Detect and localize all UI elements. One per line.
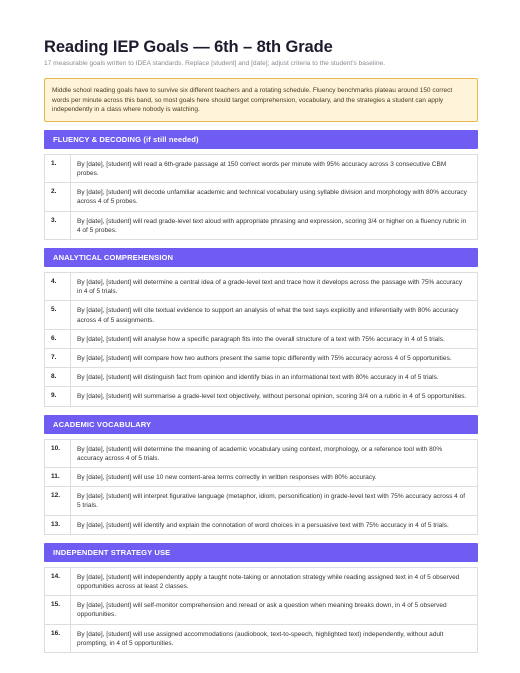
goal-text: By [date], [student] will use 10 new content-area terms correctly in written responses with 80% accuracy. — [77, 474, 377, 482]
goal-row — [44, 212, 478, 240]
page-title: Reading IEP Goals — 6th – 8th Grade — [44, 38, 333, 56]
goal-number: 11. — [45, 468, 71, 486]
goal-number: 10. — [45, 440, 71, 467]
goal-number: 8. — [45, 368, 71, 386]
goal-row — [44, 368, 478, 387]
goal-list — [44, 439, 478, 535]
goal-number: 6. — [45, 330, 71, 348]
section-header: ACADEMIC VOCABULARY — [44, 415, 478, 434]
goal-list — [44, 154, 478, 240]
goal-number: 16. — [45, 625, 71, 652]
goal-number: 7. — [45, 349, 71, 367]
goal-row — [44, 155, 478, 183]
goal-row — [44, 349, 478, 368]
goal-number: 9. — [45, 387, 71, 405]
goal-sections — [44, 130, 478, 653]
goal-text: By [date], [student] will self-monitor comprehension and reread or ask a question when meaning breaks down, in 4 of 5 observed opportunities. — [77, 602, 447, 619]
goal-text: By [date], [student] will summarise a grade-level text objectively, without personal opinion, scoring 3/4 on a rubric in 4 of 5 opportunities. — [77, 393, 467, 401]
goal-number: 12. — [45, 487, 71, 514]
goal-row — [44, 468, 478, 487]
goal-text: By [date], [student] will interpret figurative language (metaphor, idiom, personification) in grade-level text with 75% accuracy across 4 of 5 trials. — [77, 493, 466, 510]
goal-list — [44, 272, 478, 407]
goal-text: By [date], [student] will analyse how a specific paragraph fits into the overall structure of a text with 75% accuracy in 4 of 5 trials. — [77, 335, 445, 343]
goal-text: By [date], [student] will distinguish fact from opinion and identify bias in an informational text with 80% accuracy in 4 of 5 trials. — [77, 374, 439, 382]
goal-number: 13. — [45, 516, 71, 534]
goal-text: By [date], [student] will compare how two authors present the same topic differently with 75% accuracy across 4 of 5 opportunities. — [77, 355, 452, 363]
section-header: FLUENCY & DECODING (if still needed) — [44, 130, 478, 149]
goal-row — [44, 301, 478, 329]
goal-section — [44, 415, 478, 535]
goal-row — [44, 487, 478, 515]
goal-number: 4. — [45, 273, 71, 300]
goal-section — [44, 543, 478, 653]
section-header: INDEPENDENT STRATEGY USE — [44, 543, 478, 562]
goal-number: 14. — [45, 568, 71, 595]
page-subtitle: 17 measurable goals written to IDEA standards. Replace [student] and [date]; adjust criteria to the student's baseline. — [44, 60, 386, 67]
goal-text: By [date], [student] will cite textual evidence to support an analysis of what the text says explicitly and inferentially with 80% accuracy across 4 of 5 assignments. — [77, 307, 459, 324]
goal-row — [44, 273, 478, 301]
goal-row — [44, 183, 478, 211]
goal-number: 2. — [45, 183, 71, 210]
goal-row — [44, 330, 478, 349]
intro-note: Middle school reading goals have to survive six different teachers and a rotating schedule. Fluency benchmarks plateau around 150 correct words per minute across this band, so most goals here should target comprehension, vocabulary, and the strategies a student can apply independently in a class where nobody is watching. — [44, 78, 478, 122]
goal-row — [44, 387, 478, 406]
goal-text: By [date], [student] will use assigned accommodations (audiobook, text-to-speech, highlighted text) independently, without adult prompting, in 4 of 5 opportunities. — [77, 630, 444, 647]
goal-number: 5. — [45, 301, 71, 328]
goal-section — [44, 248, 478, 407]
goal-text: By [date], [student] will read a 6th-grade passage at 150 correct words per minute with 95% accuracy across 3 consecutive CBM probes. — [77, 160, 447, 177]
goal-number: 3. — [45, 212, 71, 239]
goal-text: By [date], [student] will determine a central idea of a grade-level text and trace how it develops across the passage with 75% accuracy in 4 of 5 trials. — [77, 279, 463, 296]
document-page — [44, 38, 478, 653]
goal-text: By [date], [student] will determine the meaning of academic vocabulary using context, morphology, or a reference tool with 80% accuracy across 4 of 5 trials. — [77, 445, 443, 462]
goal-section — [44, 130, 478, 240]
goal-row — [44, 516, 478, 535]
goal-row — [44, 568, 478, 596]
goal-number: 15. — [45, 596, 71, 623]
goal-number: 1. — [45, 155, 71, 182]
goal-row — [44, 596, 478, 624]
goal-list — [44, 567, 478, 653]
goal-text: By [date], [student] will identify and explain the connotation of word choices in a persuasive text with 75% accuracy in 4 of 5 trials. — [77, 521, 449, 529]
goal-text: By [date], [student] will read grade-level text aloud with appropriate phrasing and expression, scoring 3/4 or higher on a fluency rubric in 4 of 5 probes. — [77, 217, 467, 234]
goal-row — [44, 440, 478, 468]
goal-row — [44, 625, 478, 653]
goal-text: By [date], [student] will decode unfamiliar academic and technical vocabulary using syllable division and morphology with 80% accuracy across 4 of 5 probes. — [77, 189, 467, 206]
goal-text: By [date], [student] will independently apply a taught note-taking or annotation strategy while reading assigned text in 4 of 5 observed opportunities across at least 2 classes. — [77, 573, 460, 591]
section-header: ANALYTICAL COMPREHENSION — [44, 248, 478, 267]
